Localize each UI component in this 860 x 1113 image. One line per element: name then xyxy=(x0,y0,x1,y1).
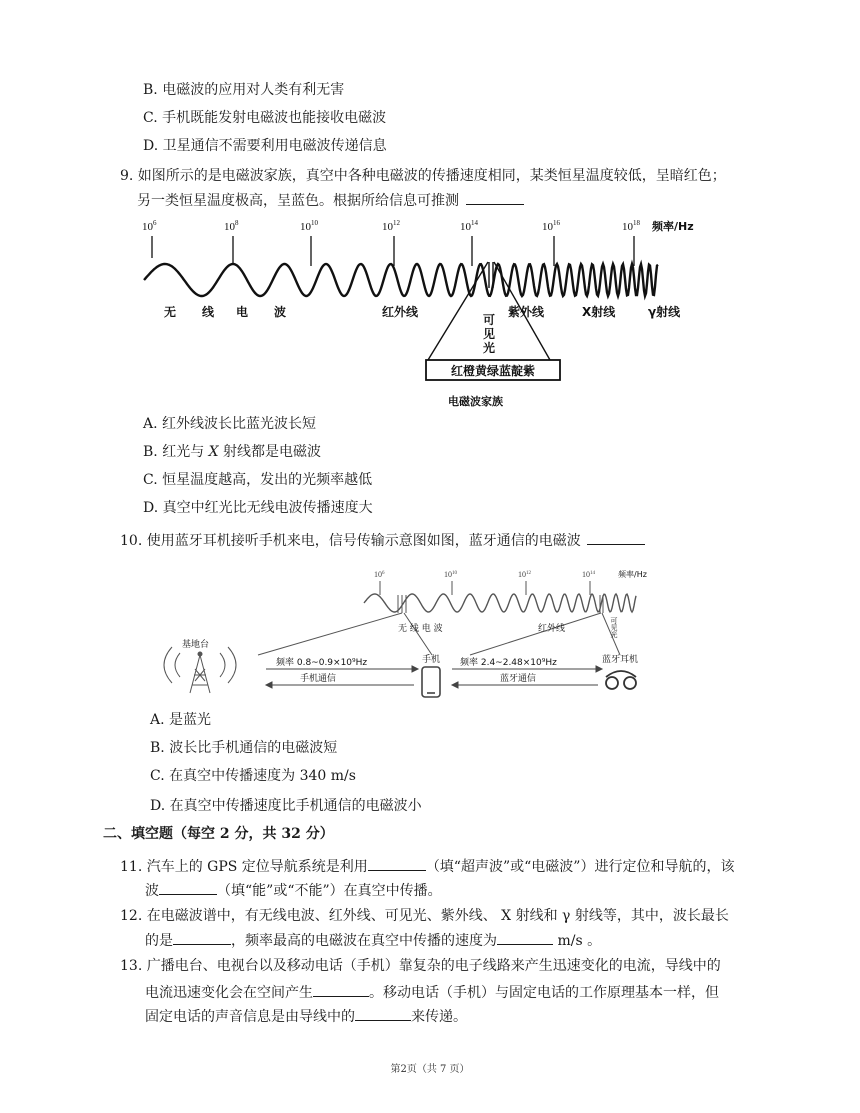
q13-text-a: 电流迅速变化会在空间产生 xyxy=(145,985,313,1001)
q9-answer-blank xyxy=(466,190,524,205)
q9-option-d: D. 真空中红光比无线电波传播速度大 xyxy=(143,500,373,516)
q12-line2 xyxy=(145,930,601,951)
q11-blank-1 xyxy=(368,856,426,871)
earphone-label: 蓝牙耳机 xyxy=(602,655,639,665)
q12-text-c: m/s 。 xyxy=(557,933,602,949)
q10-option-b: B. 波长比手机通信的电磁波短 xyxy=(150,740,338,756)
q13-line2 xyxy=(145,982,719,1003)
figure-caption: 电磁波家族 xyxy=(448,395,503,408)
radio-char-3: 电 xyxy=(236,305,249,319)
base-station-icon xyxy=(164,647,236,693)
q10-stem-text: 10. 使用蓝牙耳机接听手机来电，信号传输示意图如图，蓝牙通信的电磁波 xyxy=(120,533,581,549)
q10-option-a: A. 是蓝光 xyxy=(150,712,212,728)
radio-char-2: 线 xyxy=(202,305,215,319)
freq-left-label: 频率 0.8~0.9×10⁹Hz xyxy=(276,658,368,668)
q13-blank-1 xyxy=(313,982,369,997)
q12-line1: 12. 在电磁波谱中，有无线电波、红外线、可见光、紫外线、 X 射线和 γ 射线等，其中，波长最长 xyxy=(120,908,729,924)
q11-text-b: （填“超声波”或“电磁波”）进行定位和导航的，该 xyxy=(425,859,735,875)
gamma-label: γ射线 xyxy=(648,305,681,319)
q8-option-c: C. 手机既能发射电磁波也能接收电磁波 xyxy=(143,110,387,126)
freq-label-1e10: $10^{10}$ xyxy=(300,219,318,233)
q9-option-c: C. 恒星温度越高，发出的光频率越低 xyxy=(143,472,373,488)
q10-wave-curve xyxy=(364,594,636,612)
visible-colors-text: 红橙黄绿蓝靛紫 xyxy=(450,364,536,378)
q9-option-b xyxy=(143,442,321,462)
q9-option-b-pre: B. 红光与 xyxy=(143,444,209,460)
q11-blank-2 xyxy=(159,880,217,895)
q13-line1: 13. 广播电台、电视台以及移动电话（手机）靠复杂的电子线路来产生迅速变化的电流，导线中的 xyxy=(120,958,721,974)
q13-text-c: 固定电话的声音信息是由导线中的 xyxy=(145,1009,355,1025)
comm-left-label: 手机通信 xyxy=(300,674,337,684)
q11-line2 xyxy=(145,880,442,901)
q13-line3 xyxy=(145,1006,467,1027)
freq-right-label: 频率 2.4~2.48×10⁹Hz xyxy=(460,658,557,668)
phone-label: 手机 xyxy=(422,655,441,665)
q10-visible-label: 可见光 xyxy=(610,617,618,638)
q12-blank-1 xyxy=(173,930,231,945)
q10-radio-label: 无 线 电 波 xyxy=(398,624,443,634)
section-2-title: 二、填空题（每空 2 分，共 32 分） xyxy=(103,826,334,842)
base-station-label: 基地台 xyxy=(182,640,210,650)
q12-blank-2 xyxy=(497,930,553,945)
freq-label-1e16: $10^{16}$ xyxy=(542,219,560,233)
q10-option-c: C. 在真空中传播速度为 340 m/s xyxy=(150,768,356,784)
phone-icon xyxy=(422,667,440,697)
q11-text-a: 11. 汽车上的 GPS 定位导航系统是利用 xyxy=(120,859,368,875)
q11-line1 xyxy=(120,856,734,877)
q9-option-b-post: 射线都是电磁波 xyxy=(218,444,322,460)
freq-label-1e6: $10^6$ xyxy=(142,219,157,233)
q9-option-b-var: X xyxy=(208,444,219,460)
freq-label-1e8: $10^8$ xyxy=(224,219,239,233)
q10-stem xyxy=(120,530,645,551)
q10-infrared-label: 红外线 xyxy=(538,624,566,634)
bluetooth-signal-figure xyxy=(150,565,690,705)
q10-answer-blank xyxy=(587,530,645,545)
visible-char-1: 可 xyxy=(483,313,496,327)
q10-freq-1e14: $10^{14}$ xyxy=(582,570,595,579)
q9-stem-text: 另一类恒星温度极高，呈蓝色。根据所给信息可推测 xyxy=(137,193,459,209)
em-spectrum-figure xyxy=(130,210,730,415)
q10-freq-unit: 频率/Hz xyxy=(618,570,647,579)
em-wave-curve xyxy=(144,264,658,296)
q10-freq-1e12: $10^{12}$ xyxy=(518,570,531,579)
q11-text-d: （填“能”或“不能”）在真空中传播。 xyxy=(217,883,442,899)
q9-stem-line2 xyxy=(137,190,524,211)
radio-char-4: 波 xyxy=(274,305,287,319)
q8-option-b: B. 电磁波的应用对人类有利无害 xyxy=(143,82,345,98)
page-footer: 第2页（共 7 页） xyxy=(390,1064,470,1075)
q10-freq-1e10: $10^{10}$ xyxy=(444,570,457,579)
freq-unit-label: 频率/Hz xyxy=(652,220,694,233)
comm-right-label: 蓝牙通信 xyxy=(500,674,537,684)
visible-char-3: 光 xyxy=(483,341,496,355)
ultraviolet-label: 紫外线 xyxy=(508,305,545,319)
infrared-label: 红外线 xyxy=(382,305,419,319)
q9-stem-line1: 9. 如图所示的是电磁波家族，真空中各种电磁波的传播速度相同，某类恒星温度较低，呈暗红色； xyxy=(120,168,726,184)
q10-option-d: D. 在真空中传播速度比手机通信的电磁波小 xyxy=(150,798,422,814)
q9-option-a: A. 红外线波长比蓝光波长短 xyxy=(143,416,317,432)
q13-blank-2 xyxy=(355,1006,411,1021)
q13-text-d: 来传递。 xyxy=(411,1009,467,1025)
freq-label-1e12: $10^{12}$ xyxy=(382,219,400,233)
visible-char-2: 见 xyxy=(483,327,496,341)
q10-freq-1e6: $10^6$ xyxy=(374,570,385,579)
freq-label-1e18: $10^{18}$ xyxy=(622,219,640,233)
q8-option-d: D. 卫星通信不需要利用电磁波传递信息 xyxy=(143,138,387,154)
q13-text-b: 。移动电话（手机）与固定电话的工作原理基本一样，但 xyxy=(369,985,719,1001)
radio-char-1: 无 xyxy=(164,305,177,319)
bluetooth-earphone-icon xyxy=(606,671,636,689)
q11-text-c: 波 xyxy=(145,883,159,899)
q12-text-b: ，频率最高的电磁波在真空中传播的速度为 xyxy=(231,933,497,949)
freq-label-1e14: $10^{14}$ xyxy=(460,219,478,233)
q12-text-a: 的是 xyxy=(145,933,173,949)
xray-label: X射线 xyxy=(582,305,616,319)
